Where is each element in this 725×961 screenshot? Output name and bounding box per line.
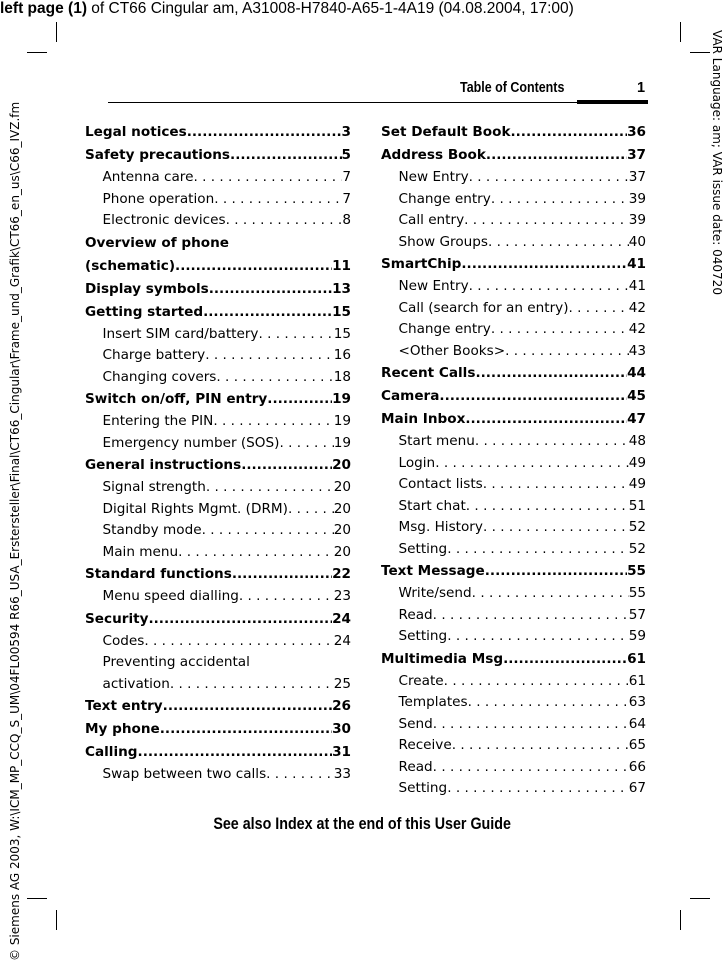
toc-dot-leader xyxy=(266,764,334,786)
toc-chapter-entry[interactable] xyxy=(85,608,351,631)
toc-chapter-entry[interactable] xyxy=(381,253,646,276)
toc-dot-leader xyxy=(486,144,627,167)
toc-entry-title: Legal notices xyxy=(85,124,187,140)
toc-page-number: 42 xyxy=(628,321,646,337)
toc-entry-title: Multimedia Msg xyxy=(381,650,504,667)
toc-dot-leader xyxy=(435,453,629,475)
toc-page-number: 41 xyxy=(628,278,646,294)
toc-chapter-entry[interactable] xyxy=(85,454,351,477)
toc-subsection-entry[interactable] xyxy=(381,474,646,496)
toc-dot-leader xyxy=(510,121,627,144)
toc-page-number: 57 xyxy=(628,606,646,623)
toc-subsection-entry[interactable] xyxy=(85,367,351,389)
toc-subsection-entry[interactable] xyxy=(85,167,351,189)
toc-entry-title: Templates xyxy=(398,694,468,710)
toc-entry-title: Menu speed dialling xyxy=(102,588,239,604)
toc-entry-title: Msg. History xyxy=(398,519,483,535)
toc-entry-title: Digital Rights Mgmt. (DRM) xyxy=(102,500,288,517)
toc-page-number: 52 xyxy=(628,519,646,535)
toc-column-right xyxy=(381,121,646,800)
toc-dot-leader xyxy=(444,671,629,693)
toc-page-number: 20 xyxy=(333,479,351,495)
toc-entry-title: activation xyxy=(102,675,170,692)
toc-dot-leader xyxy=(488,232,629,254)
toc-entry-title: Overview of phone xyxy=(85,234,230,251)
toc-entry-title: Main menu xyxy=(102,543,179,560)
toc-entry-title: Electronic devices xyxy=(102,212,226,228)
toc-chapter-entry[interactable] xyxy=(85,144,351,167)
toc-entry-title: Change entry xyxy=(398,190,491,207)
toc-page-number: 20 xyxy=(333,500,351,517)
print-job-header xyxy=(0,0,725,18)
toc-subsection-entry[interactable] xyxy=(381,778,646,800)
toc-subsection-entry[interactable] xyxy=(381,671,646,693)
toc-dot-leader xyxy=(203,301,332,324)
toc-entry-title: Emergency number (SOS) xyxy=(102,434,280,451)
toc-dot-leader xyxy=(485,560,627,583)
toc-chapter-entry[interactable] xyxy=(381,648,646,671)
toc-dot-leader xyxy=(170,674,334,696)
toc-subsection-entry[interactable] xyxy=(85,542,351,564)
toc-dot-leader xyxy=(491,189,629,211)
toc-subsection-entry[interactable] xyxy=(85,189,351,211)
toc-dot-leader xyxy=(447,539,629,561)
toc-entry-title: Antenna care xyxy=(102,169,194,185)
toc-dot-leader xyxy=(452,735,629,757)
toc-entry-title: Call entry xyxy=(398,212,465,228)
toc-entry-title: Phone operation xyxy=(102,190,215,207)
toc-subsection-entry[interactable] xyxy=(381,319,646,341)
toc-dot-leader xyxy=(239,586,334,608)
toc-dot-leader xyxy=(202,520,334,542)
toc-entry-title: Getting started xyxy=(85,303,204,320)
toc-page-number: 20 xyxy=(332,457,351,473)
toc-page-number: 55 xyxy=(628,585,646,601)
toc-entry-title: Set Default Book xyxy=(381,124,511,140)
toc-page-number: 30 xyxy=(332,721,351,737)
toc-column-left xyxy=(85,121,351,786)
toc-dot-leader xyxy=(472,583,629,605)
toc-chapter-entry[interactable] xyxy=(381,560,646,583)
toc-chapter-entry[interactable] xyxy=(85,255,351,278)
toc-page-number: 55 xyxy=(627,563,646,579)
toc-entry-title: Create xyxy=(398,672,444,689)
toc-entry-title: Codes xyxy=(102,632,145,649)
margin-file-path: © Siemens AG 2003, W:\ICM_MP_CCQ_S_UM\04FL00594 R66_USA_Erstersteller\Final\CT66_Cingular\Frame_und_Grafik\CT66_en_us\C66_IVZ.fm xyxy=(8,101,22,961)
toc-subsection-entry[interactable] xyxy=(381,517,646,539)
toc-dot-leader xyxy=(475,431,629,453)
toc-entry-title: Switch on/off, PIN entry xyxy=(85,391,268,407)
toc-page-number: 36 xyxy=(627,124,646,140)
toc-dot-leader xyxy=(193,167,342,189)
toc-entry-title: Read xyxy=(398,606,433,623)
toc-page-number: 13 xyxy=(332,280,351,297)
toc-entry-title: Start chat xyxy=(398,497,466,514)
toc-entry-title: SmartChip xyxy=(381,256,462,272)
toc-page-number: 31 xyxy=(332,744,351,760)
toc-page-number: 5 xyxy=(341,147,351,163)
toc-dot-leader xyxy=(469,276,629,298)
toc-entry-title: Entering the PIN xyxy=(102,413,214,429)
toc-page-number: 66 xyxy=(628,758,646,775)
toc-page-number: 39 xyxy=(628,212,646,228)
toc-entry-title: <Other Books> xyxy=(398,342,506,359)
toc-page-number: 7 xyxy=(342,169,351,185)
toc-entry-title: Show Groups xyxy=(398,233,488,250)
crop-mark xyxy=(690,52,710,53)
toc-dot-leader xyxy=(279,433,333,455)
toc-subsection-entry[interactable] xyxy=(85,520,351,542)
crop-mark xyxy=(680,910,681,930)
toc-dot-leader xyxy=(469,167,629,189)
toc-chapter-entry[interactable] xyxy=(85,388,351,411)
toc-dot-leader xyxy=(209,278,332,301)
margin-issue-info: VAR Language: am; VAR issue date: 040720 xyxy=(710,30,724,295)
toc-entry-title: Setting xyxy=(398,780,448,796)
toc-entry-title: Setting xyxy=(398,628,448,644)
toc-subsection-entry[interactable] xyxy=(85,631,351,653)
toc-entry-title: Changing covers xyxy=(102,368,217,385)
toc-entry-title: My phone xyxy=(85,721,160,737)
toc-page-number: 24 xyxy=(332,610,351,627)
toc-dot-leader xyxy=(230,144,342,167)
toc-page-number: 15 xyxy=(332,303,351,320)
toc-page-number: 40 xyxy=(628,233,646,250)
toc-dot-leader xyxy=(433,605,629,627)
toc-page-number: 67 xyxy=(628,780,646,796)
toc-dot-leader xyxy=(288,499,334,521)
toc-page-number: 59 xyxy=(628,628,646,644)
toc-subsection-entry[interactable] xyxy=(381,298,646,320)
toc-entry-title: Login xyxy=(398,454,436,471)
toc-dot-leader xyxy=(258,324,333,346)
toc-page-number: 26 xyxy=(332,698,351,714)
toc-entry-title: Write/send xyxy=(398,585,472,601)
crop-mark xyxy=(56,910,57,930)
print-job-details: of CT66 Cingular am, A31008-H7840-A65-1-4A19 (04.08.2004, 17:00) xyxy=(86,0,574,17)
toc-subsection-entry[interactable] xyxy=(381,453,646,475)
toc-page-number: 33 xyxy=(333,766,351,782)
toc-dot-leader xyxy=(447,778,629,800)
toc-page-number: 19 xyxy=(333,434,351,451)
toc-page-number: 42 xyxy=(628,299,646,316)
toc-subsection-entry[interactable] xyxy=(381,341,646,363)
toc-chapter-entry[interactable] xyxy=(381,121,646,144)
toc-entry-title: Address Book xyxy=(381,147,486,163)
toc-subsection-entry[interactable] xyxy=(381,210,646,232)
toc-entry-title: General instructions xyxy=(85,457,242,473)
toc-entry-title: Display symbols xyxy=(85,280,209,297)
toc-dot-leader xyxy=(465,408,627,431)
toc-dot-leader xyxy=(439,385,627,408)
toc-subsection-entry[interactable] xyxy=(381,757,646,779)
toc-dot-leader xyxy=(213,411,333,433)
toc-dot-leader xyxy=(267,388,332,411)
toc-dot-leader xyxy=(232,563,332,586)
toc-dot-leader xyxy=(226,210,343,232)
toc-chapter-entry[interactable] xyxy=(85,718,351,741)
toc-chapter-entry[interactable] xyxy=(85,121,351,144)
toc-page-number: 41 xyxy=(627,256,646,272)
toc-chapter-entry[interactable] xyxy=(381,385,646,408)
toc-page-number: 18 xyxy=(333,368,351,385)
toc-subsection-entry[interactable] xyxy=(381,276,646,298)
toc-entry-title: Main Inbox xyxy=(381,411,466,427)
toc-entry-title: (schematic) xyxy=(85,257,176,274)
toc-page-number: 49 xyxy=(628,476,646,492)
toc-entry-title: Calling xyxy=(85,744,138,760)
toc-subsection-entry[interactable] xyxy=(85,652,351,674)
toc-entry-title: Recent Calls xyxy=(381,365,476,381)
toc-chapter-entry[interactable] xyxy=(381,144,646,167)
toc-page-number: 37 xyxy=(628,169,646,185)
toc-chapter-entry[interactable] xyxy=(381,408,646,431)
toc-page-number: 63 xyxy=(628,694,646,710)
toc-entry-title: Send xyxy=(398,715,433,732)
toc-page-number: 61 xyxy=(628,672,646,689)
toc-page-number: 64 xyxy=(628,715,646,732)
toc-dot-leader xyxy=(475,362,627,385)
toc-subsection-entry[interactable] xyxy=(85,433,351,455)
toc-entry-title: Receive xyxy=(398,737,452,753)
toc-page-number: 47 xyxy=(627,411,646,427)
toc-dot-leader xyxy=(466,496,629,518)
toc-entry-title: Start menu xyxy=(398,433,475,449)
toc-dot-leader xyxy=(505,341,629,363)
toc-page-number: 7 xyxy=(342,190,351,207)
toc-dot-leader xyxy=(214,189,342,211)
toc-dot-leader xyxy=(491,319,629,341)
toc-chapter-entry[interactable] xyxy=(381,362,646,385)
toc-subsection-entry[interactable] xyxy=(381,626,646,648)
toc-entry-title: Swap between two calls xyxy=(102,766,267,782)
toc-chapter-entry[interactable] xyxy=(85,232,351,255)
toc-entry-title: Text Message xyxy=(381,563,485,579)
toc-chapter-entry[interactable] xyxy=(85,301,351,324)
toc-page-number: 8 xyxy=(342,212,351,228)
toc-page-number: 61 xyxy=(627,650,646,667)
toc-dot-leader xyxy=(433,714,629,736)
toc-page-number: 20 xyxy=(333,522,351,538)
toc-dot-leader xyxy=(483,517,629,539)
toc-dot-leader xyxy=(464,210,629,232)
toc-entry-title: Change entry xyxy=(398,321,491,337)
toc-page-number: 49 xyxy=(628,454,646,471)
toc-page-number: 51 xyxy=(628,497,646,514)
toc-page-number: 24 xyxy=(333,632,351,649)
toc-dot-leader xyxy=(205,345,333,367)
crop-mark xyxy=(27,52,47,53)
toc-dot-leader xyxy=(468,692,629,714)
crop-mark xyxy=(56,22,57,42)
toc-page-number: 45 xyxy=(627,388,646,404)
toc-chapter-entry[interactable] xyxy=(85,695,351,718)
toc-entry-title: Call (search for an entry) xyxy=(398,299,569,316)
crop-mark xyxy=(690,898,710,899)
toc-subsection-entry[interactable] xyxy=(85,764,351,786)
toc-entry-title: Signal strength xyxy=(102,479,206,495)
toc-page-number: 19 xyxy=(333,413,351,429)
page-number: 1 xyxy=(637,80,646,96)
toc-page-number: 19 xyxy=(332,391,351,407)
toc-page-number: 48 xyxy=(628,433,646,449)
toc-subsection-entry[interactable] xyxy=(381,431,646,453)
toc-dot-leader xyxy=(216,367,333,389)
page-title: Table of Contents xyxy=(460,80,565,96)
toc-subsection-entry[interactable] xyxy=(381,714,646,736)
toc-subsection-entry[interactable] xyxy=(381,167,646,189)
toc-subsection-entry[interactable] xyxy=(85,411,351,433)
toc-dot-leader xyxy=(148,608,332,631)
toc-entry-title: Charge battery xyxy=(102,347,206,363)
toc-dot-leader xyxy=(175,255,332,278)
toc-entry-title: Security xyxy=(85,610,149,627)
toc-subsection-entry[interactable] xyxy=(381,232,646,254)
toc-entry-title: Text entry xyxy=(85,698,163,714)
crop-mark xyxy=(680,22,681,42)
toc-subsection-entry[interactable] xyxy=(85,324,351,346)
toc-page-number: 15 xyxy=(333,325,351,342)
toc-page-number: 44 xyxy=(627,365,646,381)
toc-subsection-entry[interactable] xyxy=(381,735,646,757)
toc-subsection-entry[interactable] xyxy=(381,692,646,714)
toc-page-number: 11 xyxy=(332,257,351,274)
toc-subsection-entry[interactable] xyxy=(85,345,351,367)
toc-entry-title: Standby mode xyxy=(102,522,202,538)
header-divider xyxy=(108,102,577,103)
index-reference-text: See also Index at the end of this User Guide xyxy=(213,814,512,833)
toc-subsection-entry[interactable] xyxy=(381,583,646,605)
toc-dot-leader xyxy=(461,253,627,276)
toc-entry-title: Standard functions xyxy=(85,566,232,582)
header-divider-accent xyxy=(577,100,648,104)
toc-page-number: 65 xyxy=(628,737,646,753)
toc-page-number: 39 xyxy=(628,190,646,207)
index-reference-note xyxy=(0,814,725,834)
toc-subsection-entry[interactable] xyxy=(381,189,646,211)
toc-dot-leader xyxy=(178,542,334,564)
toc-entry-title: Read xyxy=(398,758,433,775)
toc-dot-leader xyxy=(160,718,332,741)
toc-subsection-entry[interactable] xyxy=(381,496,646,518)
toc-subsection-entry[interactable] xyxy=(85,674,351,696)
toc-chapter-entry[interactable] xyxy=(85,563,351,586)
toc-subsection-entry[interactable] xyxy=(85,499,351,521)
toc-subsection-entry[interactable] xyxy=(85,586,351,608)
toc-chapter-entry[interactable] xyxy=(85,278,351,301)
toc-subsection-entry[interactable] xyxy=(381,539,646,561)
toc-page-number: 3 xyxy=(341,124,351,140)
toc-dot-leader xyxy=(433,757,629,779)
toc-subsection-entry[interactable] xyxy=(85,210,351,232)
toc-entry-title: Preventing accidental xyxy=(102,654,250,670)
toc-dot-leader xyxy=(503,648,627,671)
toc-dot-leader xyxy=(187,121,342,144)
toc-entry-title: New Entry xyxy=(398,278,469,294)
toc-dot-leader xyxy=(163,695,332,718)
toc-entry-title: Setting xyxy=(398,540,448,557)
toc-page-number: 23 xyxy=(333,588,351,604)
toc-page-number: 43 xyxy=(628,342,646,359)
toc-page-number: 37 xyxy=(627,147,646,163)
toc-entry-title: Insert SIM card/battery xyxy=(102,325,259,342)
toc-dot-leader xyxy=(447,626,629,648)
toc-dot-leader xyxy=(241,454,332,477)
toc-page-number: 22 xyxy=(332,566,351,582)
toc-dot-leader xyxy=(138,741,333,764)
toc-page-number: 25 xyxy=(333,675,351,692)
print-job-page-label: left page (1) xyxy=(0,0,87,17)
toc-page-number: 52 xyxy=(628,540,646,557)
crop-mark xyxy=(27,898,47,899)
toc-dot-leader xyxy=(144,631,333,653)
toc-subsection-entry[interactable] xyxy=(85,477,351,499)
toc-entry-title: Contact lists xyxy=(398,476,483,492)
toc-entry-title: New Entry xyxy=(398,169,469,185)
toc-chapter-entry[interactable] xyxy=(85,741,351,764)
toc-dot-leader xyxy=(206,477,334,499)
toc-dot-leader xyxy=(569,298,629,320)
toc-entry-title: Camera xyxy=(381,388,440,404)
toc-dot-leader xyxy=(483,474,629,496)
toc-page-number: 16 xyxy=(333,347,351,363)
toc-subsection-entry[interactable] xyxy=(381,605,646,627)
toc-entry-title: Safety precautions xyxy=(85,147,231,163)
toc-page-number: 20 xyxy=(333,543,351,560)
